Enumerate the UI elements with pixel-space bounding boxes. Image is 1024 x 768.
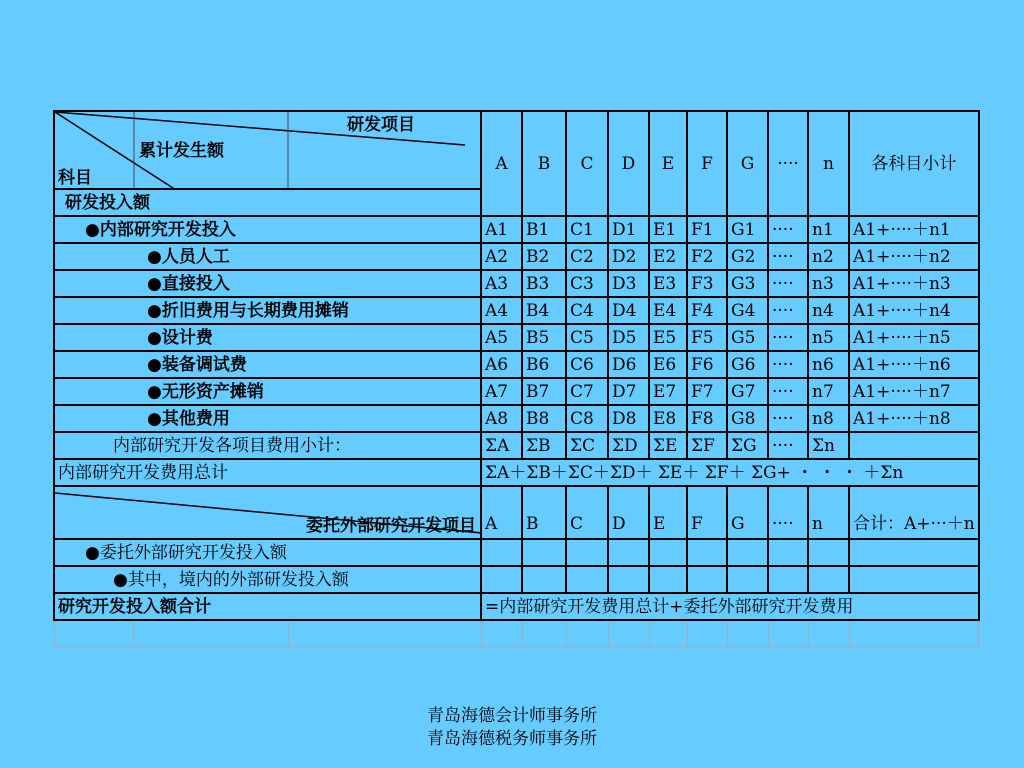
expense-row: [54, 297, 979, 324]
cell: [649, 566, 687, 593]
section-title: 研发投入额: [54, 189, 481, 216]
rd-expense-table: [53, 110, 980, 647]
cell: [808, 539, 849, 566]
col-header: F: [687, 486, 727, 539]
cell: G1: [727, 216, 768, 243]
empty-cell: [608, 620, 649, 646]
cell: G6: [727, 351, 768, 378]
footer-line-1: 青岛海德会计师事务所: [427, 706, 597, 726]
cell: ΣC: [566, 432, 608, 459]
empty-cell: [54, 620, 133, 646]
cell: [481, 539, 522, 566]
cell: n4: [808, 297, 849, 324]
col-header: ····: [768, 486, 808, 539]
cell: [608, 539, 649, 566]
cell: ΣB: [522, 432, 566, 459]
cell: A8: [481, 405, 522, 432]
cell-subtotal: A1+····＋n2: [849, 243, 979, 270]
formula-cell: ΣA＋ΣB＋ΣC＋ΣD＋ ΣE＋ ΣF＋ ΣG+ ・ ・ ・ ＋Σn: [481, 459, 979, 486]
cell: ΣD: [608, 432, 649, 459]
cell: [727, 566, 768, 593]
cell: G2: [727, 243, 768, 270]
col-header: E: [649, 486, 687, 539]
cell: F4: [687, 297, 727, 324]
empty-cell: [481, 620, 522, 646]
row-label: 内部研究开发各项目费用小计：: [54, 432, 481, 459]
external-row: [54, 566, 979, 593]
cell: A6: [481, 351, 522, 378]
col-header: n: [808, 111, 849, 216]
item-label: 研发项目: [347, 115, 415, 135]
expense-row: [54, 378, 979, 405]
cell: E8: [649, 405, 687, 432]
col-header: ····: [768, 111, 808, 216]
row-label: ●其他费用: [54, 405, 481, 432]
row-label: ●设计费: [54, 324, 481, 351]
cell: A1: [481, 216, 522, 243]
row-label: ●装备调试费: [54, 351, 481, 378]
cell: F3: [687, 270, 727, 297]
diagonal-lines: [55, 112, 481, 189]
cell: F8: [687, 405, 727, 432]
cell: [481, 566, 522, 593]
subtotal-row: [54, 432, 979, 459]
cell: [687, 539, 727, 566]
row-label: 研究开发投入额合计: [54, 593, 481, 620]
external-row: [54, 539, 979, 566]
empty-cell: [808, 620, 849, 646]
footer-line-2: 青岛海德税务师事务所: [427, 729, 597, 749]
expense-row: [54, 270, 979, 297]
cell: D8: [608, 405, 649, 432]
cell: E4: [649, 297, 687, 324]
header-row: [54, 111, 979, 189]
cell: D1: [608, 216, 649, 243]
cell: [566, 539, 608, 566]
col-header: B: [522, 486, 566, 539]
cell: n8: [808, 405, 849, 432]
col-header: A: [481, 111, 522, 216]
cell: [687, 566, 727, 593]
empty-cell: [849, 620, 979, 646]
cell: E3: [649, 270, 687, 297]
cell-subtotal: A1+····＋n6: [849, 351, 979, 378]
cell: n3: [808, 270, 849, 297]
cell: n5: [808, 324, 849, 351]
cell: C2: [566, 243, 608, 270]
col-header: F: [687, 111, 727, 216]
empty-cell: [133, 620, 288, 646]
cell-subtotal: A1+····＋n4: [849, 297, 979, 324]
empty-cell: [727, 620, 768, 646]
cell: C1: [566, 216, 608, 243]
cell: B6: [522, 351, 566, 378]
internal-total-row: [54, 459, 979, 486]
cell: Σn: [808, 432, 849, 459]
cell: ····: [768, 216, 808, 243]
cell: [727, 539, 768, 566]
cell: ····: [768, 297, 808, 324]
row-label: ●委托外部研究开发投入额: [54, 539, 481, 566]
cell: G4: [727, 297, 768, 324]
row-label: ●人员人工: [54, 243, 481, 270]
cell: ΣE: [649, 432, 687, 459]
empty-cell: [522, 620, 566, 646]
col-header: D: [608, 111, 649, 216]
cell: ΣG: [727, 432, 768, 459]
empty-cell: [649, 620, 687, 646]
cell: B7: [522, 378, 566, 405]
cell: B8: [522, 405, 566, 432]
cell: [849, 539, 979, 566]
cell: B5: [522, 324, 566, 351]
cell: B1: [522, 216, 566, 243]
cell: C7: [566, 378, 608, 405]
cell: [522, 539, 566, 566]
cell: n2: [808, 243, 849, 270]
cell: C8: [566, 405, 608, 432]
cell: B3: [522, 270, 566, 297]
expense-row: [54, 243, 979, 270]
cell: C3: [566, 270, 608, 297]
footer: [0, 705, 1024, 751]
row-label: ●内部研究开发投入: [54, 216, 481, 243]
cell: F6: [687, 351, 727, 378]
col-header: G: [727, 486, 768, 539]
cell: ····: [768, 243, 808, 270]
cell: D7: [608, 378, 649, 405]
cell: G8: [727, 405, 768, 432]
cell: ΣF: [687, 432, 727, 459]
cell: B4: [522, 297, 566, 324]
cell: [608, 566, 649, 593]
cell: ····: [768, 378, 808, 405]
cell-subtotal: A1+····＋n8: [849, 405, 979, 432]
external-header-row: [54, 486, 979, 539]
cell: ΣA: [481, 432, 522, 459]
row-label: ●直接投入: [54, 270, 481, 297]
cell: ····: [768, 351, 808, 378]
cell-subtotal: A1+····＋n7: [849, 378, 979, 405]
col-header: C: [566, 486, 608, 539]
col-header-total: 合计：A+···＋n: [849, 486, 979, 539]
cell: G5: [727, 324, 768, 351]
cell: C6: [566, 351, 608, 378]
cell: [522, 566, 566, 593]
external-header-label: 委托外部研究开发项目: [306, 516, 476, 536]
row-label: 内部研究开发费用总计: [54, 459, 481, 486]
cell-subtotal: A1+····＋n3: [849, 270, 979, 297]
cell: [566, 566, 608, 593]
col-header: A: [481, 486, 522, 539]
cell: A7: [481, 378, 522, 405]
col-header: E: [649, 111, 687, 216]
cell: [768, 539, 808, 566]
cell: n7: [808, 378, 849, 405]
cell-subtotal: [849, 432, 979, 459]
cell: A4: [481, 297, 522, 324]
cell: G7: [727, 378, 768, 405]
col-header: D: [608, 486, 649, 539]
cell: C5: [566, 324, 608, 351]
cell: ····: [768, 432, 808, 459]
col-header: G: [727, 111, 768, 216]
cell: ····: [768, 270, 808, 297]
cell: E2: [649, 243, 687, 270]
cell: [849, 566, 979, 593]
cell: E6: [649, 351, 687, 378]
subject-label: 科目: [58, 168, 92, 188]
empty-row: [54, 620, 979, 646]
col-header: B: [522, 111, 566, 216]
internal-row: [54, 216, 979, 243]
cell-subtotal: A1+····＋n5: [849, 324, 979, 351]
col-header: C: [566, 111, 608, 216]
cell: [649, 539, 687, 566]
empty-cell: [768, 620, 808, 646]
formula-cell: =内部研究开发费用总计+委托外部研究开发费用: [481, 593, 979, 620]
cell: ····: [768, 405, 808, 432]
cell: D6: [608, 351, 649, 378]
col-header-subtotal: 各科目小计: [849, 111, 979, 216]
col-header: n: [808, 486, 849, 539]
empty-cell: [566, 620, 608, 646]
empty-cell: [687, 620, 727, 646]
cell: A5: [481, 324, 522, 351]
cell-subtotal: A1+····＋n1: [849, 216, 979, 243]
cell: n1: [808, 216, 849, 243]
cell: G3: [727, 270, 768, 297]
cell: [808, 566, 849, 593]
cell: A2: [481, 243, 522, 270]
row-label: ●折旧费用与长期费用摊销: [54, 297, 481, 324]
row-label: ●其中，境内的外部研发投入额: [54, 566, 481, 593]
cell: F7: [687, 378, 727, 405]
cell: D5: [608, 324, 649, 351]
cell: D4: [608, 297, 649, 324]
expense-row: [54, 324, 979, 351]
cell: C4: [566, 297, 608, 324]
cell: E1: [649, 216, 687, 243]
cell: E5: [649, 324, 687, 351]
expense-row: [54, 351, 979, 378]
row-label: ●无形资产摊销: [54, 378, 481, 405]
cell: F2: [687, 243, 727, 270]
grand-total-row: [54, 593, 979, 620]
empty-cell: [288, 620, 481, 646]
cell: n6: [808, 351, 849, 378]
cell: D2: [608, 243, 649, 270]
cell: F5: [687, 324, 727, 351]
header-diagonal-cell: [54, 111, 481, 189]
amount-label: 累计发生额: [139, 141, 224, 161]
cell: E7: [649, 378, 687, 405]
external-header-cell: [54, 486, 481, 539]
cell: D3: [608, 270, 649, 297]
expense-row: [54, 405, 979, 432]
cell: B2: [522, 243, 566, 270]
cell: A3: [481, 270, 522, 297]
cell: F1: [687, 216, 727, 243]
cell: [768, 566, 808, 593]
cell: ····: [768, 324, 808, 351]
